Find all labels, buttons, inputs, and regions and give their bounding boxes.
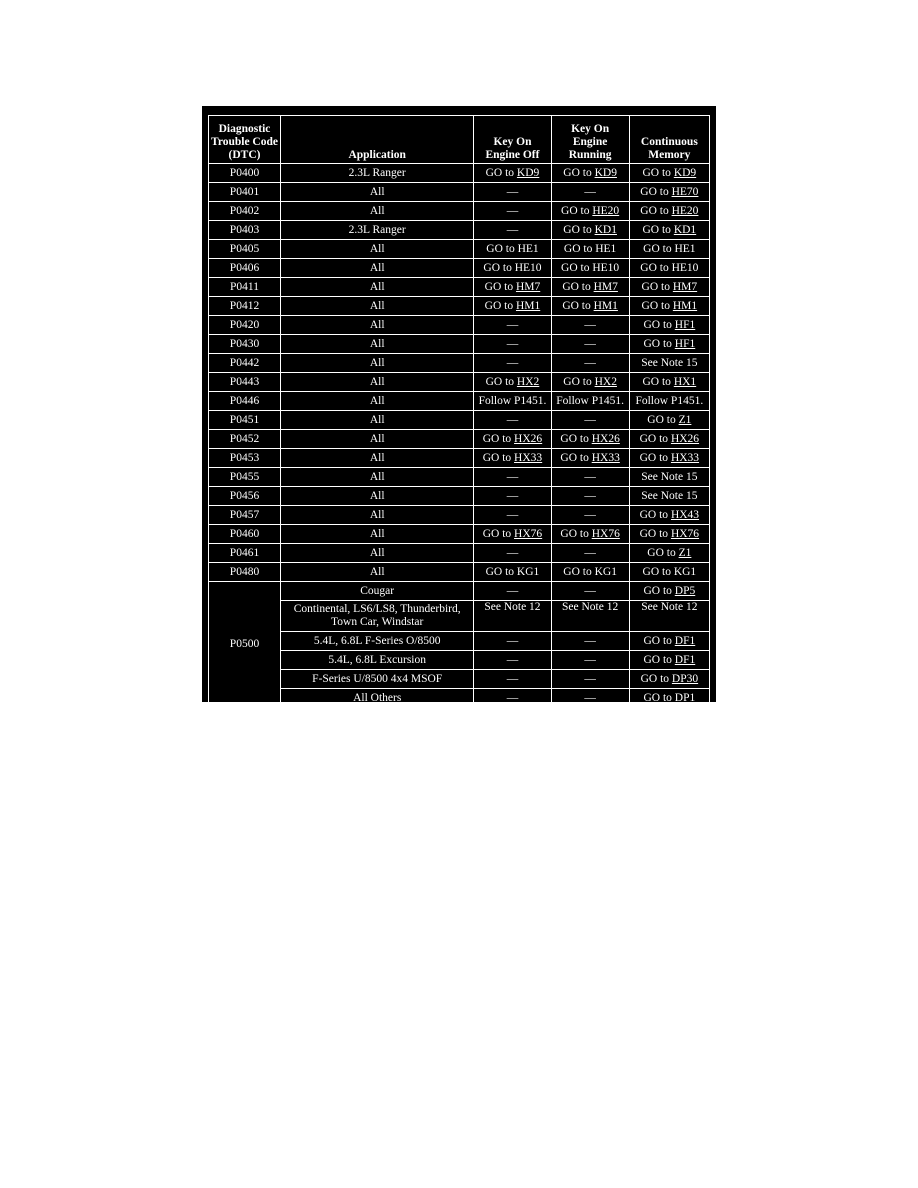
cell-text: — <box>506 546 519 559</box>
key-on-engine-running-cell <box>551 563 629 582</box>
application-cell: All <box>281 202 474 221</box>
cell-text: GO to <box>485 375 517 388</box>
application-cell: All <box>281 468 474 487</box>
cell-text: — <box>584 584 596 597</box>
table-row <box>209 449 710 468</box>
cell-text: GO to <box>485 166 517 179</box>
table-row <box>209 221 710 240</box>
cell-text: GO to HE1 <box>643 242 696 255</box>
header-continuous-memory: Continuous Memory <box>629 116 709 164</box>
table-row <box>209 240 710 259</box>
procedure-link[interactable]: HF1 <box>674 318 696 331</box>
key-on-engine-off-cell <box>474 582 551 601</box>
cell-text: GO to <box>647 546 679 559</box>
cell-text: Follow P1451. <box>556 394 624 407</box>
application-cell: All <box>281 544 474 563</box>
continuous-memory-cell <box>629 487 709 506</box>
cell-text: — <box>584 691 596 704</box>
procedure-link[interactable]: Z1 <box>678 546 692 559</box>
procedure-link[interactable]: HX26 <box>591 432 620 445</box>
cell-text: GO to <box>640 185 672 198</box>
cell-text: GO to <box>639 432 671 445</box>
cell-text: See Note 12 <box>562 601 619 613</box>
procedure-link[interactable]: KD1 <box>594 223 617 236</box>
procedure-link[interactable]: DP1 <box>674 691 696 704</box>
application-cell: Continental, LS6/LS8, Thunderbird, Town Car, Windstar <box>281 601 474 632</box>
cell-text: GO to <box>484 280 516 293</box>
table-row <box>209 411 710 430</box>
header-dtc: Diagnostic Trouble Code (DTC) <box>209 116 281 164</box>
cell-text: — <box>506 185 519 198</box>
dtc-table <box>208 115 710 708</box>
procedure-link[interactable]: KD1 <box>673 223 697 236</box>
table-row <box>209 278 710 297</box>
dtc-code-cell: P0446 <box>209 392 281 411</box>
continuous-memory-cell <box>629 164 709 183</box>
procedure-link[interactable]: HE20 <box>592 204 620 217</box>
key-on-engine-running-cell <box>551 221 629 240</box>
continuous-memory-cell <box>629 506 709 525</box>
procedure-link[interactable]: KD9 <box>516 166 540 179</box>
application-cell: All <box>281 487 474 506</box>
dtc-code-cell: P0420 <box>209 316 281 335</box>
procedure-link[interactable]: HX33 <box>670 451 700 464</box>
procedure-link[interactable]: HM7 <box>515 280 541 293</box>
table-row <box>209 487 710 506</box>
cell-text: — <box>584 356 596 369</box>
procedure-link[interactable]: HX2 <box>594 375 617 388</box>
cell-text: — <box>584 508 596 521</box>
key-on-engine-off-cell <box>474 525 551 544</box>
cell-text: — <box>506 337 519 350</box>
continuous-memory-cell <box>629 632 709 651</box>
key-on-engine-running-cell <box>551 278 629 297</box>
key-on-engine-off-cell <box>474 468 551 487</box>
continuous-memory-cell <box>629 354 709 373</box>
cell-text: — <box>584 185 596 198</box>
application-cell: All <box>281 373 474 392</box>
cell-text: GO to <box>561 204 593 217</box>
cell-text: — <box>584 546 596 559</box>
key-on-engine-running-cell <box>551 297 629 316</box>
table-row <box>209 525 710 544</box>
key-on-engine-off-cell <box>474 202 551 221</box>
continuous-memory-cell <box>629 670 709 689</box>
key-on-engine-running-cell <box>551 373 629 392</box>
cell-text: See Note 15 <box>641 470 698 483</box>
key-on-engine-off-cell <box>474 651 551 670</box>
cell-text: GO to <box>643 691 675 704</box>
cell-text: GO to <box>560 527 592 540</box>
key-on-engine-off-cell <box>474 278 551 297</box>
dtc-code-cell: P0480 <box>209 563 281 582</box>
application-cell: All <box>281 240 474 259</box>
table-row <box>209 651 710 670</box>
key-on-engine-off-cell <box>474 164 551 183</box>
cell-text: — <box>584 470 596 483</box>
procedure-link[interactable]: Z1 <box>678 413 692 426</box>
cell-text: GO to <box>642 375 674 388</box>
cell-text: GO to <box>643 318 675 331</box>
cell-text: GO to <box>642 166 674 179</box>
table-row <box>209 297 710 316</box>
key-on-engine-running-cell <box>551 601 629 632</box>
table-row <box>209 335 710 354</box>
key-on-engine-off-cell <box>474 430 551 449</box>
key-on-engine-off-cell <box>474 297 551 316</box>
procedure-link[interactable]: HX1 <box>673 375 697 388</box>
application-cell: All <box>281 525 474 544</box>
header-key-on-engine-running: Key On Engine Running <box>551 116 629 164</box>
continuous-memory-cell <box>629 392 709 411</box>
cell-text: — <box>506 634 519 647</box>
cell-text: GO to <box>482 451 515 464</box>
continuous-memory-cell <box>629 335 709 354</box>
dtc-table-panel <box>202 106 716 702</box>
cell-text: GO to <box>482 527 515 540</box>
procedure-link[interactable]: DP30 <box>671 672 699 685</box>
cell-text: GO to <box>641 280 673 293</box>
key-on-engine-running-cell <box>551 670 629 689</box>
procedure-link[interactable]: HX26 <box>670 432 700 445</box>
table-row <box>209 373 710 392</box>
key-on-engine-off-cell <box>474 670 551 689</box>
key-on-engine-off-cell <box>474 373 551 392</box>
key-on-engine-running-cell <box>551 544 629 563</box>
continuous-memory-cell <box>629 278 709 297</box>
dtc-code-cell: P0457 <box>209 506 281 525</box>
key-on-engine-running-cell <box>551 689 629 708</box>
application-cell: 2.3L Ranger <box>281 221 474 240</box>
cell-text: — <box>506 672 519 685</box>
cell-text: GO to <box>640 672 672 685</box>
cell-text: See Note 15 <box>641 489 698 502</box>
continuous-memory-cell <box>629 259 709 278</box>
header-application: Application <box>281 116 474 164</box>
procedure-link[interactable]: HE20 <box>671 204 699 217</box>
cell-text: GO to <box>643 653 675 666</box>
dtc-code-cell: P0403 <box>209 221 281 240</box>
key-on-engine-running-cell <box>551 582 629 601</box>
key-on-engine-off-cell <box>474 221 551 240</box>
procedure-link[interactable]: HX33 <box>514 451 543 464</box>
dtc-code-cell: P0402 <box>209 202 281 221</box>
cell-text: — <box>584 672 596 685</box>
application-cell: All <box>281 278 474 297</box>
procedure-link[interactable]: HE70 <box>671 185 699 198</box>
key-on-engine-off-cell <box>474 183 551 202</box>
key-on-engine-off-cell <box>474 632 551 651</box>
dtc-code-cell: P0412 <box>209 297 281 316</box>
key-on-engine-running-cell <box>551 354 629 373</box>
key-on-engine-running-cell <box>551 183 629 202</box>
cell-text: GO to HE10 <box>483 261 542 274</box>
header-key-on-engine-off: Key On Engine Off <box>474 116 551 164</box>
dtc-code-cell: P0461 <box>209 544 281 563</box>
continuous-memory-cell <box>629 297 709 316</box>
procedure-link[interactable]: HF1 <box>674 337 696 350</box>
cell-text: — <box>506 223 519 236</box>
table-row <box>209 601 710 632</box>
dtc-code-cell: P0451 <box>209 411 281 430</box>
continuous-memory-cell <box>629 411 709 430</box>
key-on-engine-off-cell <box>474 487 551 506</box>
key-on-engine-off-cell <box>474 689 551 708</box>
continuous-memory-cell <box>629 449 709 468</box>
key-on-engine-off-cell <box>474 240 551 259</box>
key-on-engine-running-cell <box>551 468 629 487</box>
continuous-memory-cell <box>629 221 709 240</box>
key-on-engine-off-cell <box>474 335 551 354</box>
cell-text: Follow P1451. <box>635 394 704 407</box>
procedure-link[interactable]: HX76 <box>670 527 700 540</box>
cell-text: GO to <box>639 451 671 464</box>
cell-text: GO to <box>647 413 679 426</box>
table-row <box>209 632 710 651</box>
continuous-memory-cell <box>629 468 709 487</box>
cell-text: — <box>584 653 596 666</box>
procedure-link[interactable]: HX76 <box>514 527 543 540</box>
procedure-link[interactable]: KD9 <box>594 166 617 179</box>
table-header-row <box>209 116 710 164</box>
continuous-memory-cell <box>629 544 709 563</box>
procedure-link[interactable]: DF1 <box>674 653 696 666</box>
dtc-code-cell: P0456 <box>209 487 281 506</box>
continuous-memory-cell <box>629 689 709 708</box>
application-cell: All <box>281 297 474 316</box>
procedure-link[interactable]: HM1 <box>593 299 618 312</box>
key-on-engine-running-cell <box>551 449 629 468</box>
key-on-engine-running-cell <box>551 392 629 411</box>
dtc-code-cell: P0400 <box>209 164 281 183</box>
application-cell: All <box>281 316 474 335</box>
application-cell: Cougar <box>281 582 474 601</box>
key-on-engine-running-cell <box>551 632 629 651</box>
dtc-code-cell: P0460 <box>209 525 281 544</box>
table-row <box>209 670 710 689</box>
application-cell: All Others <box>281 689 474 708</box>
key-on-engine-running-cell <box>551 487 629 506</box>
application-cell: All <box>281 430 474 449</box>
dtc-code-cell: P0430 <box>209 335 281 354</box>
procedure-link[interactable]: DF1 <box>674 634 696 647</box>
table-row <box>209 430 710 449</box>
application-cell: All <box>281 506 474 525</box>
key-on-engine-off-cell <box>474 259 551 278</box>
cell-text: GO to HE10 <box>640 261 699 274</box>
cell-text: See Note 15 <box>641 356 698 369</box>
procedure-link[interactable]: DP5 <box>674 584 696 597</box>
table-row <box>209 563 710 582</box>
dtc-code-cell: P0455 <box>209 468 281 487</box>
cell-text: — <box>506 413 519 426</box>
key-on-engine-off-cell <box>474 506 551 525</box>
cell-text: GO to <box>643 337 675 350</box>
dtc-code-cell: P0411 <box>209 278 281 297</box>
cell-text: GO to <box>643 584 675 597</box>
dtc-code-cell: P0401 <box>209 183 281 202</box>
table-row <box>209 202 710 221</box>
dtc-code-cell: P0452 <box>209 430 281 449</box>
application-cell: All <box>281 411 474 430</box>
table-row <box>209 506 710 525</box>
key-on-engine-running-cell <box>551 525 629 544</box>
table-row <box>209 354 710 373</box>
dtc-code-cell: P0442 <box>209 354 281 373</box>
table-row <box>209 316 710 335</box>
cell-text: GO to <box>484 299 516 312</box>
application-cell: All <box>281 354 474 373</box>
cell-text: — <box>506 318 519 331</box>
continuous-memory-cell <box>629 601 709 632</box>
table-row <box>209 392 710 411</box>
key-on-engine-running-cell <box>551 164 629 183</box>
procedure-link[interactable]: HX43 <box>670 508 700 521</box>
dtc-code-cell: P0405 <box>209 240 281 259</box>
dtc-code-cell: P0453 <box>209 449 281 468</box>
cell-text: GO to KG1 <box>485 565 540 578</box>
continuous-memory-cell <box>629 651 709 670</box>
procedure-link[interactable]: KD9 <box>673 166 697 179</box>
application-cell: All <box>281 392 474 411</box>
cell-text: GO to <box>562 299 594 312</box>
cell-text: — <box>506 584 519 597</box>
continuous-memory-cell <box>629 582 709 601</box>
application-cell: 2.3L Ranger <box>281 164 474 183</box>
procedure-link[interactable]: HM7 <box>593 280 618 293</box>
cell-text: — <box>506 470 519 483</box>
cell-text: — <box>506 508 519 521</box>
table-row <box>209 689 710 708</box>
table-row <box>209 468 710 487</box>
procedure-link[interactable]: HM7 <box>672 280 698 293</box>
application-cell: 5.4L, 6.8L F-Series O/8500 <box>281 632 474 651</box>
dtc-code-cell: P0500 <box>209 582 281 708</box>
cell-text: GO to <box>643 634 675 647</box>
cell-text: GO to <box>563 223 595 236</box>
continuous-memory-cell <box>629 316 709 335</box>
cell-text: — <box>584 489 596 502</box>
procedure-link[interactable]: HX33 <box>591 451 620 464</box>
application-cell: All <box>281 335 474 354</box>
cell-text: — <box>584 413 596 426</box>
continuous-memory-cell <box>629 430 709 449</box>
application-cell: All <box>281 259 474 278</box>
key-on-engine-running-cell <box>551 651 629 670</box>
key-on-engine-off-cell <box>474 601 551 632</box>
cell-text: — <box>506 653 519 666</box>
cell-text: GO to <box>482 432 515 445</box>
cell-text: GO to <box>641 299 673 312</box>
key-on-engine-off-cell <box>474 316 551 335</box>
cell-text: See Note 12 <box>641 601 698 613</box>
cell-text: GO to <box>563 166 595 179</box>
cell-text: GO to <box>639 508 671 521</box>
key-on-engine-running-cell <box>551 335 629 354</box>
table-row <box>209 164 710 183</box>
cell-text: GO to HE1 <box>486 242 539 255</box>
key-on-engine-off-cell <box>474 544 551 563</box>
cell-text: GO to <box>563 375 595 388</box>
application-cell: All <box>281 563 474 582</box>
cell-text: Follow P1451. <box>478 394 547 407</box>
procedure-link[interactable]: HM1 <box>515 299 541 312</box>
key-on-engine-off-cell <box>474 411 551 430</box>
cell-text: GO to KG1 <box>642 565 697 578</box>
key-on-engine-off-cell <box>474 563 551 582</box>
cell-text: GO to <box>642 223 674 236</box>
cell-text: GO to <box>640 204 672 217</box>
cell-text: — <box>506 356 519 369</box>
cell-text: GO to <box>562 280 594 293</box>
application-cell: All <box>281 449 474 468</box>
cell-text: GO to KG1 <box>563 565 617 578</box>
dtc-code-cell: P0406 <box>209 259 281 278</box>
key-on-engine-off-cell <box>474 449 551 468</box>
cell-text: — <box>584 634 596 647</box>
table-row <box>209 183 710 202</box>
cell-text: — <box>506 204 519 217</box>
table-row <box>209 582 710 601</box>
key-on-engine-off-cell <box>474 392 551 411</box>
key-on-engine-running-cell <box>551 202 629 221</box>
application-cell: All <box>281 183 474 202</box>
key-on-engine-running-cell <box>551 411 629 430</box>
continuous-memory-cell <box>629 240 709 259</box>
key-on-engine-running-cell <box>551 240 629 259</box>
key-on-engine-running-cell <box>551 259 629 278</box>
continuous-memory-cell <box>629 563 709 582</box>
key-on-engine-running-cell <box>551 316 629 335</box>
cell-text: GO to <box>639 527 671 540</box>
application-cell: F-Series U/8500 4x4 MSOF <box>281 670 474 689</box>
cell-text: — <box>506 489 519 502</box>
cell-text: GO to <box>560 432 592 445</box>
table-row <box>209 259 710 278</box>
key-on-engine-running-cell <box>551 430 629 449</box>
key-on-engine-running-cell <box>551 506 629 525</box>
procedure-link[interactable]: HX76 <box>591 527 620 540</box>
continuous-memory-cell <box>629 373 709 392</box>
application-cell: 5.4L, 6.8L Excursion <box>281 651 474 670</box>
continuous-memory-cell <box>629 183 709 202</box>
cell-text: GO to HE10 <box>561 261 620 274</box>
key-on-engine-off-cell <box>474 354 551 373</box>
continuous-memory-cell <box>629 525 709 544</box>
dtc-code-cell: P0443 <box>209 373 281 392</box>
continuous-memory-cell <box>629 202 709 221</box>
cell-text: — <box>584 318 596 331</box>
cell-text: GO to <box>560 451 592 464</box>
procedure-link[interactable]: HX2 <box>516 375 540 388</box>
cell-text: GO to HE1 <box>563 242 617 255</box>
cell-text: See Note 12 <box>484 601 541 613</box>
table-row <box>209 544 710 563</box>
procedure-link[interactable]: HX26 <box>514 432 543 445</box>
cell-text: — <box>584 337 596 350</box>
procedure-link[interactable]: HM1 <box>672 299 698 312</box>
cell-text: — <box>506 691 519 704</box>
